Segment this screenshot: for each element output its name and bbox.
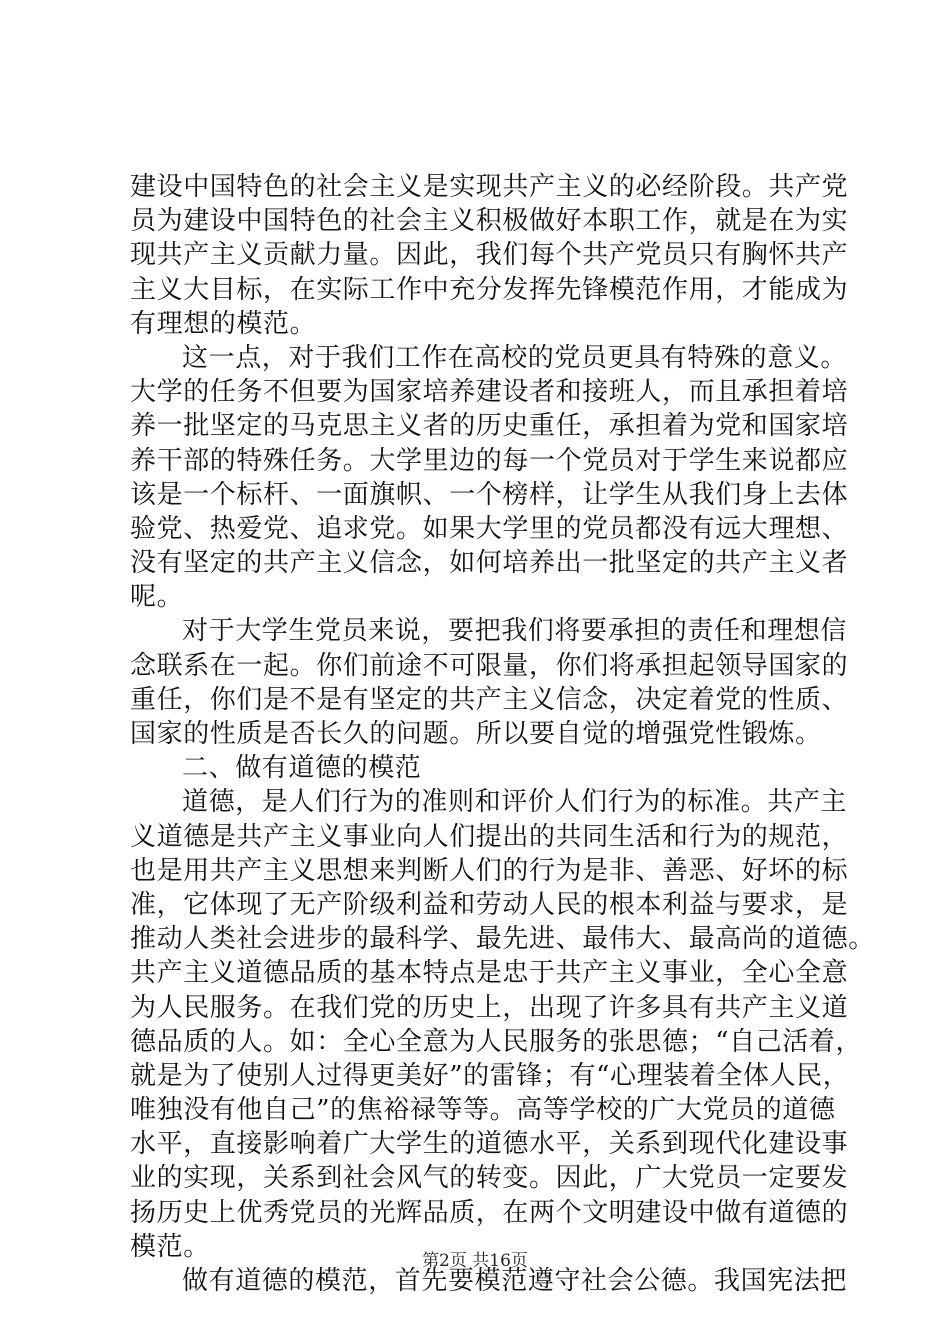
text-line: 模范。	[130, 1231, 210, 1262]
text-line: 水平，直接影响着广大学生的道德水平，关系到现代化建设事	[130, 1129, 849, 1160]
text-line: 念联系在一起。你们前途不可限量，你们将承担起领导国家的	[130, 650, 849, 681]
text-line: 这一点，对于我们工作在高校的党员更具有特殊的意义。	[182, 342, 848, 373]
text-line: 也是用共产主义思想来判断人们的行为是非、善恶、好坏的标	[130, 855, 849, 886]
text-line: 德品质的人。如：全心全意为人民服务的张思德；“自己活着，	[130, 1026, 863, 1057]
text-line: 有理想的模范。	[130, 308, 317, 339]
text-line: 该是一个标杆、一面旗帜、一个榜样，让学生从我们身上去体	[130, 479, 849, 510]
text-line: 验党、热爱党、追求党。如果大学里的党员都没有远大理想、	[130, 513, 849, 544]
text-line: 共产主义道德品质的基本特点是忠于共产主义事业，全心全意	[130, 958, 849, 989]
text-line: 就是为了使别人过得更美好”的雷锋；有“心理装着全体人民，	[130, 1060, 850, 1091]
text-line: 养一批坚定的马克思主义者的历史重任，承担着为党和国家培	[130, 411, 849, 442]
text-line: 呢。	[130, 582, 184, 613]
text-line: 业的实现，关系到社会风气的转变。因此，广大党员一定要发	[130, 1163, 849, 1194]
text-line: 义道德是共产主义事业向人们提出的共同生活和行为的规范，	[130, 821, 849, 852]
text-line: 员为建设中国特色的社会主义积极做好本职工作，就是在为实	[130, 206, 849, 237]
text-line: 道德，是人们行为的准则和评价人们行为的标准。共产主	[182, 787, 848, 818]
text-line: 大学的任务不但要为国家培养建设者和接班人，而且承担着培	[130, 377, 849, 408]
document-body	[130, 170, 875, 1298]
text-line: 对于大学生党员来说，要把我们将要承担的责任和理想信	[182, 616, 848, 647]
text-line: 建设中国特色的社会主义是实现共产主义的必经阶段。共产党	[130, 172, 849, 202]
page-footer: 第2页 共16页	[422, 1251, 528, 1271]
text-line: 为人民服务。在我们党的历史上，出现了许多具有共产主义道	[130, 992, 849, 1023]
text-line: 没有坚定的共产主义信念，如何培养出一批坚定的共产主义者	[130, 548, 849, 579]
text-line: 现共产主义贡献力量。因此，我们每个共产党员只有胸怀共产	[130, 240, 849, 271]
text-line: 重任，你们是不是有坚定的共产主义信念，决定着党的性质、	[130, 684, 849, 715]
text-line: 国家的性质是否长久的问题。所以要自觉的增强党性锻炼。	[130, 719, 822, 749]
text-line: 做有道德的模范，首先要模范遵守社会公德。我国宪法把	[182, 1266, 848, 1296]
text-line: 推动人类社会进步的最科学、最先进、最伟大、最高尚的道德。	[130, 924, 875, 955]
text-line: 唯独没有他自己”的焦裕禄等等。高等学校的广大党员的道德	[130, 1095, 836, 1126]
text-line: 养干部的特殊任务。大学里边的每一个党员对于学生来说都应	[130, 445, 849, 476]
text-line: 扬历史上优秀党员的光辉品质，在两个文明建设中做有道德的	[130, 1197, 849, 1228]
text-line: 主义大目标，在实际工作中充分发挥先锋模范作用，才能成为	[130, 274, 849, 305]
text-line: 二、做有道德的模范	[182, 753, 422, 784]
text-line: 准，它体现了无产阶级利益和劳动人民的根本利益与要求，是	[130, 889, 849, 920]
